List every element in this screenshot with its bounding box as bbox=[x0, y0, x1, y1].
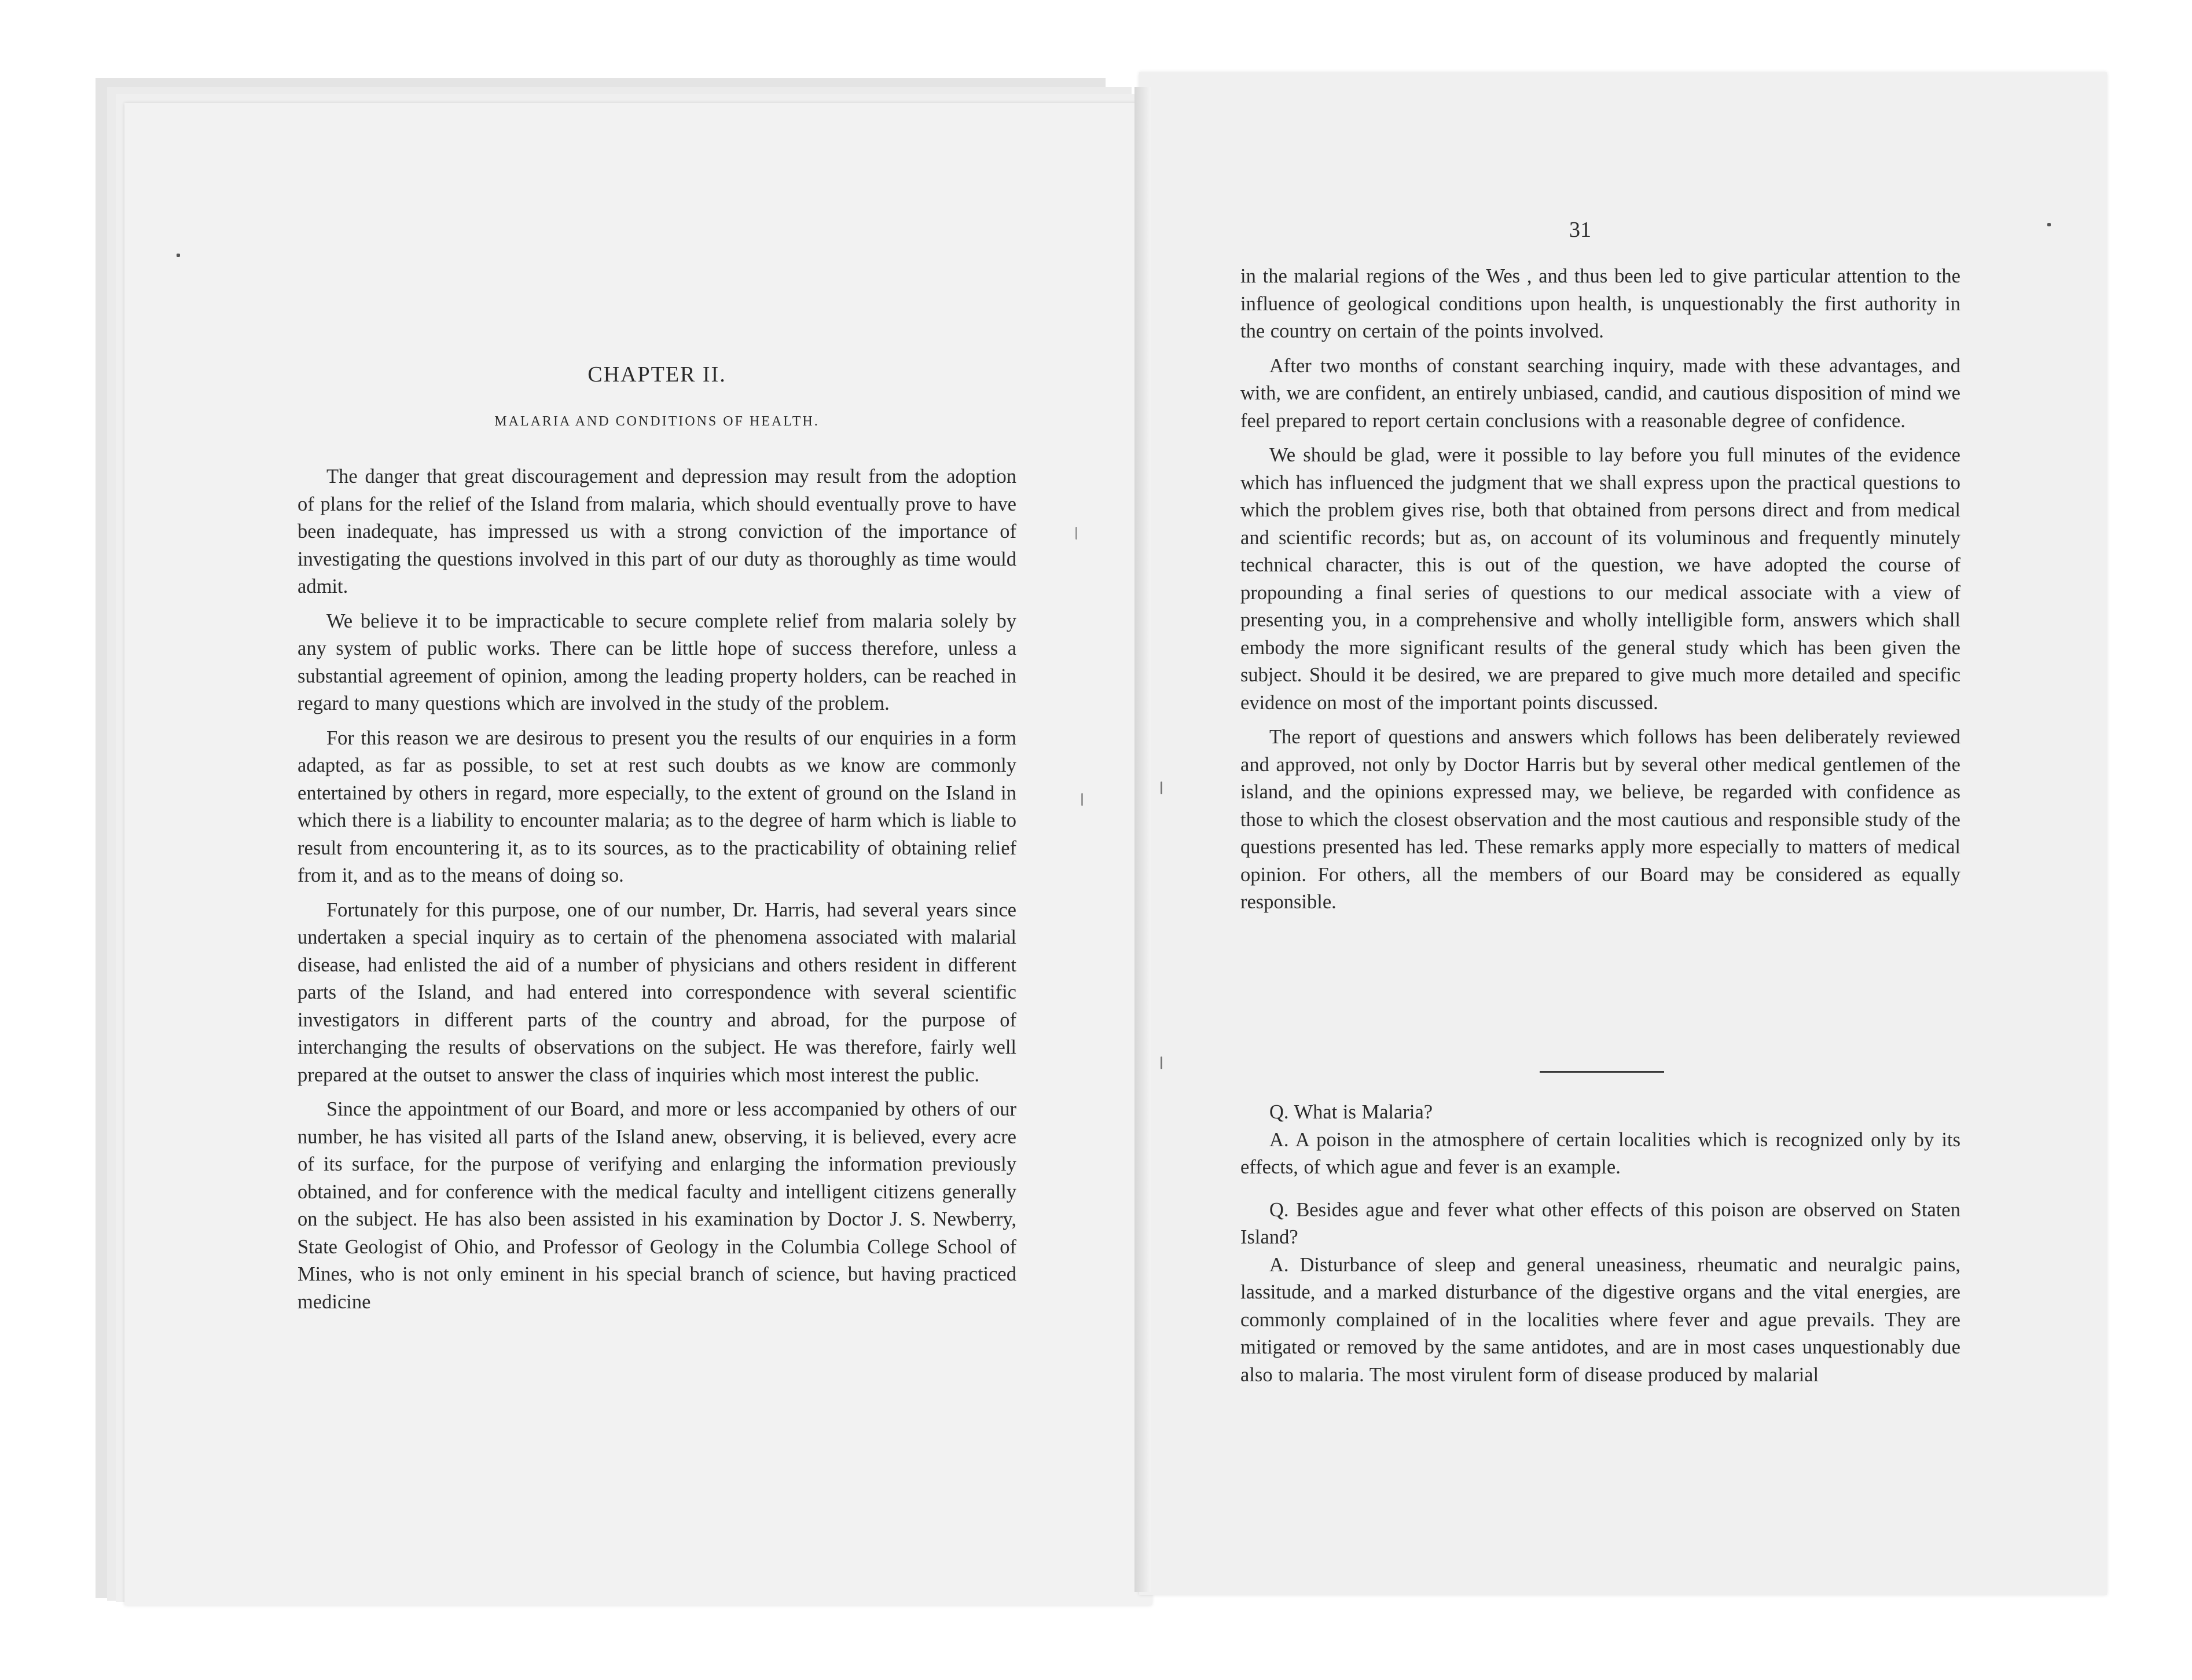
section-divider bbox=[1540, 1071, 1664, 1073]
question-answer-section bbox=[1240, 1099, 1960, 1389]
chapter-subtitle: MALARIA AND CONDITIONS OF HEALTH. bbox=[494, 414, 820, 429]
right-page-body bbox=[1240, 263, 1960, 916]
body-paragraph: We believe it to be impracticable to secure complete relief from malaria solely by any system of public works. There can be little hope of success therefore, unless a substantial agreement of opinion, among the leading property holders, can be reached in regard to many questions which are involved in the study of the problem. bbox=[298, 610, 1016, 714]
body-paragraph: Fortunately for this purpose, one of our number, Dr. Harris, had several years since undertaken a special inquiry as to certain of the phenomena associated with malarial disease, had enlisted the aid of a number of physicians and others resident in different parts of the Island, and had entered into correspondence with several scientific investigators in different parts of the country and abroad, for the purpose of interchanging the results of observations on the subject. He was therefore, fairly well prepared at the outset to answer the class of inquiries which most interest the public. bbox=[298, 898, 1016, 1086]
body-paragraph: The danger that great discouragement and depression may result from the adoption of plans for the relief of the Island from malaria, which should eventually prove to have been inadequate, has impressed us with a strong conviction of the importance of investigating the questions involved in this part of our duty as thoroughly as time would admit. bbox=[298, 465, 1016, 597]
paper-mark bbox=[1081, 793, 1083, 806]
paper-mark bbox=[1161, 782, 1162, 794]
page-number: 31 bbox=[1569, 218, 1591, 242]
answer-text: A. A poison in the atmosphere of certain localities which is recognized only by its effects, of which ague and fever is an example. bbox=[1240, 1128, 1960, 1178]
body-paragraph: Since the appointment of our Board, and more or less accompanied by others of our number, he has visited all parts of the Island anew, observing, it is believed, every acre of its surface, for the purpose of verifying and enlarging the information previously obtained, and for conference with the medical faculty and intelligent citizens generally on the subject. He has also been assisted in his examination by Doctor J. S. Newberry, State Geologist of Ohio, and Professor of Geology in the Columbia College School of Mines, who is not only eminent in his special branch of science, but having practiced medicine bbox=[298, 1098, 1016, 1313]
body-paragraph: For this reason we are desirous to present you the results of our enquiries in a form adapted, as far as possible, to set at rest such doubts as we know are commonly entertained by others in regard, more especially, to the extent of ground on the Island in which there is a liability to encounter malaria; as to the degree of harm which is liable to result from encountering it, as to its sources, as to the practicability of obtaining relief from it, and as to the means of doing so. bbox=[298, 727, 1016, 886]
paper-speck bbox=[177, 254, 180, 257]
book-gutter bbox=[1134, 87, 1151, 1592]
body-paragraph: in the malarial regions of the Wes , and thus been led to give particular attention to the influence of geological conditions upon health, is unquestionably the first authority in the country on certain of the points involved. bbox=[1240, 265, 1960, 342]
paper-speck bbox=[2047, 223, 2051, 226]
body-paragraph: The report of questions and answers which follows has been deliberately reviewed and approved, not only by Doctor Harris but by several other medical gentlemen of the island, and the opinions expressed may, we believe, be regarded with confidence as those to which the closest observation and the most cautious and responsible study of the questions presented has led. These remarks apply more especially to matters of medical opinion. For others, all the members of our Board may be considered as equally responsible. bbox=[1240, 726, 1960, 913]
body-paragraph: We should be glad, were it possible to lay before you full minutes of the evidence which has influenced the judgment that we shall express upon the practical questions to which the problem gives rise, both that obtained from persons direct and from medical and scientific records; but as, on account of its voluminous and frequently minutely technical character, this is out of the question, we have adopted the course of propounding a final series of questions to our medical associate with a view of presenting you, in a comprehensive and wholly intelligible form, answers which shall embody the more significant results of the general study which has been given the subject. Should it be desired, we are prepared to give much more detailed and specific evidence on most of the important points discussed. bbox=[1240, 444, 1960, 714]
question-text: Q. Besides ague and fever what other effects of this poison are observed on Staten Island? bbox=[1240, 1198, 1960, 1248]
question-text: Q. What is Malaria? bbox=[1269, 1101, 1433, 1123]
paper-mark bbox=[1161, 1057, 1162, 1069]
paper-mark bbox=[1075, 527, 1077, 540]
answer-text: A. Disturbance of sleep and general uneasiness, rheumatic and neuralgic pains, lassitude, and a marked disturbance of the digestive organs and the vital energies, are commonly complained of in the localities where fever and ague prevails. They are mitigated or removed by the same antidotes, and are in most cases unquestionably due also to malaria. The most virulent form of disease produced by malarial bbox=[1240, 1253, 1960, 1386]
body-paragraph: After two months of constant searching inquiry, made with these advantages, and with, we are confident, an entirely unbiased, candid, and cautious disposition of mind we feel prepared to report certain conclusions with a reasonable degree of confidence. bbox=[1240, 354, 1960, 432]
chapter-title: CHAPTER II. bbox=[588, 362, 726, 387]
left-page-body bbox=[298, 463, 1016, 1316]
